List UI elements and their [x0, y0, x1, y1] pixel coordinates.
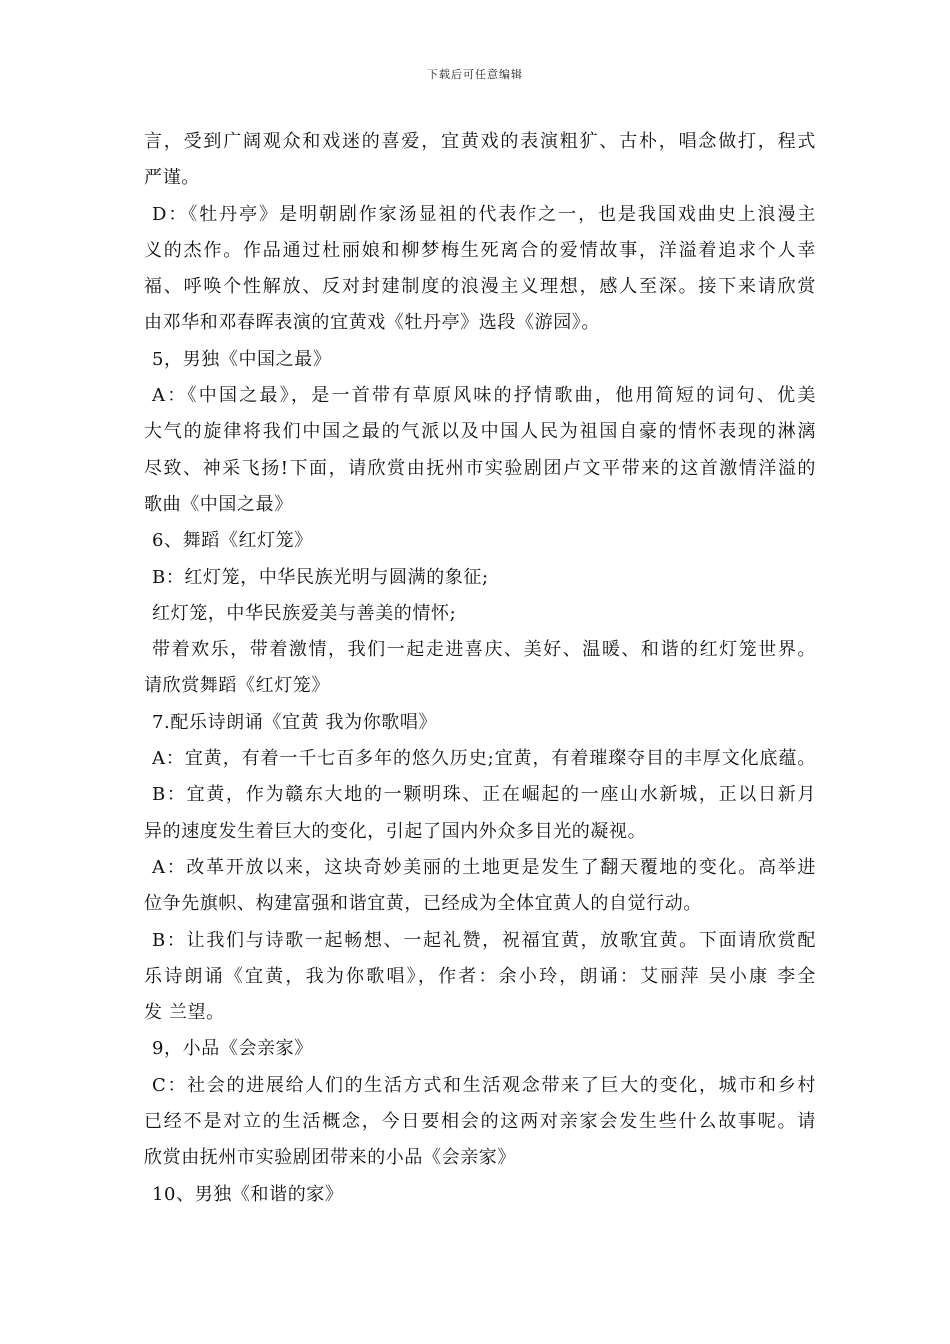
- text-line: 已经不是对立的生活概念，今日要相会的这两对亲家会发生些什么故事呢。请: [144, 1111, 816, 1133]
- text-line: B：宜黄，作为赣东大地的一颗明珠、正在崛起的一座山水新城，正以日新月: [152, 784, 816, 806]
- text-line: 发 兰望。: [144, 1002, 225, 1024]
- text-line: 福、呼唤个性解放、反对封建制度的浪漫主义理想，感人至深。接下来请欣赏: [144, 276, 816, 298]
- text-line: 由邓华和邓春晖表演的宜黄戏《牡丹亭》选段《游园》。: [144, 312, 600, 334]
- text-line: 位争先旗帜、构建富强和谐宜黄，已经成为全体宜黄人的自觉行动。: [144, 893, 702, 915]
- text-line: 义的杰作。作品通过杜丽娘和柳梦梅生死离合的爱情故事，洋溢着追求个人幸: [144, 239, 816, 261]
- text-line: 严谨。: [144, 167, 200, 189]
- text-line: 尽致、神采飞扬!下面，请欣赏由抚州市实验剧团卢文平带来的这首激情洋溢的: [144, 457, 816, 479]
- text-line: A：改革开放以来，这块奇妙美丽的土地更是发生了翻天覆地的变化。高举进: [152, 856, 816, 878]
- text-line: 言，受到广阔观众和戏迷的喜爱，宜黄戏的表演粗犷、古朴，唱念做打，程式: [144, 131, 816, 152]
- page-header: 下载后可任意编辑: [427, 68, 523, 81]
- section-heading: 9，小品《会亲家》: [152, 1038, 313, 1060]
- text-line: 歌曲《中国之最》: [144, 493, 293, 515]
- text-line: D：《牡丹亭》是明朝剧作家汤显祖的代表作之一，也是我国戏曲史上浪漫主: [152, 203, 816, 225]
- text-line: 乐诗朗诵《宜黄，我为你歌唱》，作者：余小玲，朗诵：艾丽萍 吴小康 李全: [144, 965, 816, 987]
- section-heading: 6、舞蹈《红灯笼》: [152, 530, 313, 552]
- text-line: 大气的旋律将我们中国之最的气派以及中国人民为祖国自豪的情怀表现的淋漓: [144, 421, 816, 443]
- text-line: 红灯笼，中华民族爱美与善美的情怀;: [152, 602, 457, 624]
- text-line: B：红灯笼，中华民族光明与圆满的象征;: [152, 566, 489, 588]
- text-line: A：宜黄，有着一千七百多年的悠久历史;宜黄，有着璀璨夺目的丰厚文化底蕴。: [152, 748, 816, 770]
- section-heading: 7.配乐诗朗诵《宜黄 我为你歌唱》: [152, 711, 438, 733]
- text-line: 欣赏由抚州市实验剧团带来的小品《会亲家》: [144, 1147, 516, 1169]
- text-line: 请欣赏舞蹈《红灯笼》: [144, 675, 330, 697]
- text-line: C：社会的进展给人们的生活方式和生活观念带来了巨大的变化，城市和乡村: [152, 1074, 816, 1096]
- text-line: A：《中国之最》，是一首带有草原风味的抒情歌曲，他用简短的词句、优美: [152, 385, 816, 407]
- text-line: 带着欢乐，带着激情，我们一起走进喜庆、美好、温暖、和谐的红灯笼世界。: [152, 639, 816, 661]
- text-line: 异的速度发生着巨大的变化，引起了国内外众多目光的凝视。: [144, 820, 647, 842]
- section-heading: 10、男独《和谐的家》: [152, 1183, 344, 1205]
- document-body: [144, 124, 816, 1213]
- section-heading: 5，男独《中国之最》: [152, 348, 332, 370]
- text-line: B：让我们与诗歌一起畅想、一起礼赞，祝福宜黄，放歌宜黄。下面请欣赏配: [152, 929, 816, 951]
